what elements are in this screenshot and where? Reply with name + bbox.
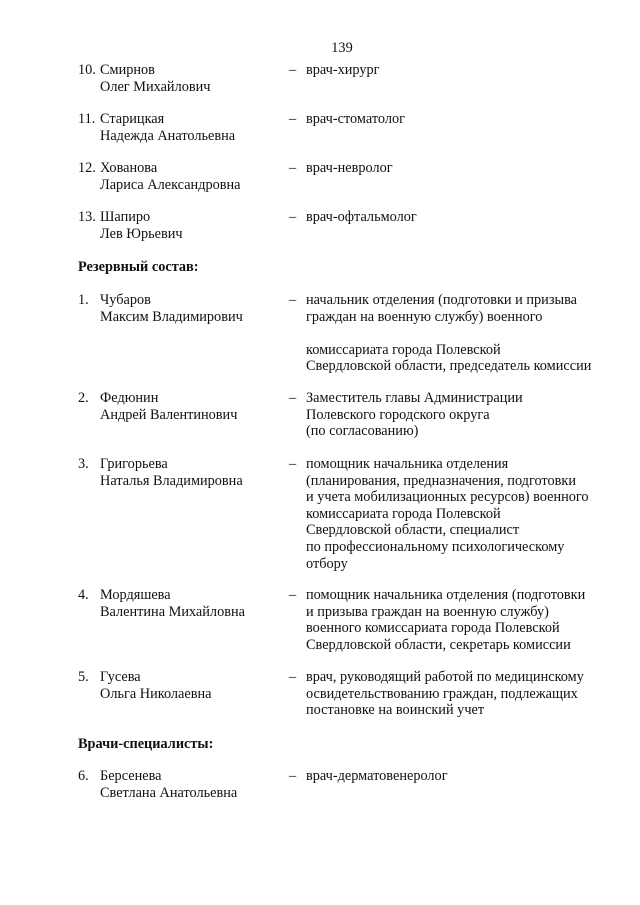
person-name: [100, 111, 290, 144]
position: [306, 390, 616, 440]
given-names: Наталья Владимировна: [100, 472, 243, 489]
position-line: постановке на воинский учет: [306, 702, 485, 719]
given-names: Андрей Валентинович: [100, 406, 238, 423]
position: [306, 669, 616, 719]
position-line: помощник начальника отделения (подготовки: [306, 587, 586, 603]
position: [306, 456, 616, 572]
person-name: [100, 587, 290, 620]
position-line: освидетельствованию граждан, подлежащих: [306, 685, 578, 702]
item-number: 4.: [78, 587, 89, 603]
position-line: врач-дерматовенеролог: [306, 768, 448, 784]
given-names: Валентина Михайловна: [100, 603, 245, 620]
position-line: врач-стоматолог: [306, 111, 405, 127]
surname: Гусева: [100, 669, 141, 685]
person-name: [100, 209, 290, 242]
given-names: Максим Владимирович: [100, 308, 243, 325]
dash: –: [289, 390, 297, 406]
surname: Чубаров: [100, 292, 151, 308]
item-number: 10.: [78, 62, 96, 78]
dash: –: [289, 456, 297, 472]
surname: Григорьева: [100, 456, 168, 472]
dash: –: [289, 768, 297, 784]
position-line: помощник начальника отделения: [306, 456, 509, 472]
position: [306, 111, 616, 128]
position: [306, 587, 616, 653]
position-line: врач-хирург: [306, 62, 380, 78]
position-line: Свердловской области, секретарь комиссии: [306, 636, 571, 653]
position-line: и призыва граждан на военную службу): [306, 603, 549, 620]
position-line: Полевского городского округа: [306, 406, 490, 423]
surname: Берсенева: [100, 768, 162, 784]
section-heading-doctors: Врачи-специалисты:: [78, 736, 214, 752]
position: [306, 292, 616, 375]
surname: Старицкая: [100, 111, 165, 127]
position: [306, 62, 616, 79]
position-line: Свердловской области, специалист: [306, 522, 520, 539]
position: [306, 768, 616, 785]
given-names: Лариса Александровна: [100, 176, 241, 193]
item-number: 6.: [78, 768, 89, 784]
item-number: 3.: [78, 456, 89, 472]
dash: –: [289, 292, 297, 308]
position-line: и учета мобилизационных ресурсов) военного: [306, 489, 589, 506]
surname: Смирнов: [100, 62, 155, 78]
dash: –: [289, 160, 297, 176]
dash: –: [289, 62, 297, 78]
position-line: военного комиссариата города Полевской: [306, 620, 560, 637]
position-line: (по согласованию): [306, 423, 419, 440]
position-line: Свердловской области, председатель комиссии: [306, 358, 592, 375]
person-name: [100, 160, 290, 193]
page-number: 139: [331, 40, 353, 56]
surname: Шапиро: [100, 209, 151, 225]
item-number: 12.: [78, 160, 96, 176]
position-line: граждан на военную службу) военного: [306, 308, 543, 325]
given-names: Лев Юрьевич: [100, 225, 183, 242]
dash: –: [289, 587, 297, 603]
position-line: комиссариата города Полевской: [306, 505, 501, 522]
surname: Федюнин: [100, 390, 159, 406]
position-line: по профессиональному психологическому: [306, 538, 565, 555]
dash: –: [289, 669, 297, 685]
dash: –: [289, 111, 297, 127]
position: [306, 160, 616, 177]
position-line: начальник отделения (подготовки и призыва: [306, 292, 577, 308]
position-line: комиссариата города Полевской: [306, 341, 501, 358]
position: [306, 209, 616, 226]
section-heading-reserve: Резервный состав:: [78, 259, 199, 275]
surname: Мордяшева: [100, 587, 171, 603]
given-names: Светлана Анатольевна: [100, 784, 238, 801]
position-line: Заместитель главы Администрации: [306, 390, 523, 406]
person-name: [100, 669, 290, 702]
position-line: врач-невролог: [306, 160, 393, 176]
surname: Хованова: [100, 160, 158, 176]
person-name: [100, 292, 290, 325]
person-name: [100, 62, 290, 95]
position-spacer: [306, 325, 616, 342]
person-name: [100, 768, 290, 801]
person-name: [100, 390, 290, 423]
item-number: 13.: [78, 209, 96, 225]
item-number: 5.: [78, 669, 89, 685]
dash: –: [289, 209, 297, 225]
given-names: Ольга Николаевна: [100, 685, 212, 702]
item-number: 2.: [78, 390, 89, 406]
position-line: врач-офтальмолог: [306, 209, 417, 225]
item-number: 1.: [78, 292, 89, 308]
position-line: отбору: [306, 555, 348, 572]
item-number: 11.: [78, 111, 96, 127]
person-name: [100, 456, 290, 489]
position-line: врач, руководящий работой по медицинскому: [306, 669, 584, 685]
position-line: (планирования, предназначения, подготовки: [306, 472, 576, 489]
given-names: Олег Михайлович: [100, 78, 211, 95]
given-names: Надежда Анатольевна: [100, 127, 236, 144]
